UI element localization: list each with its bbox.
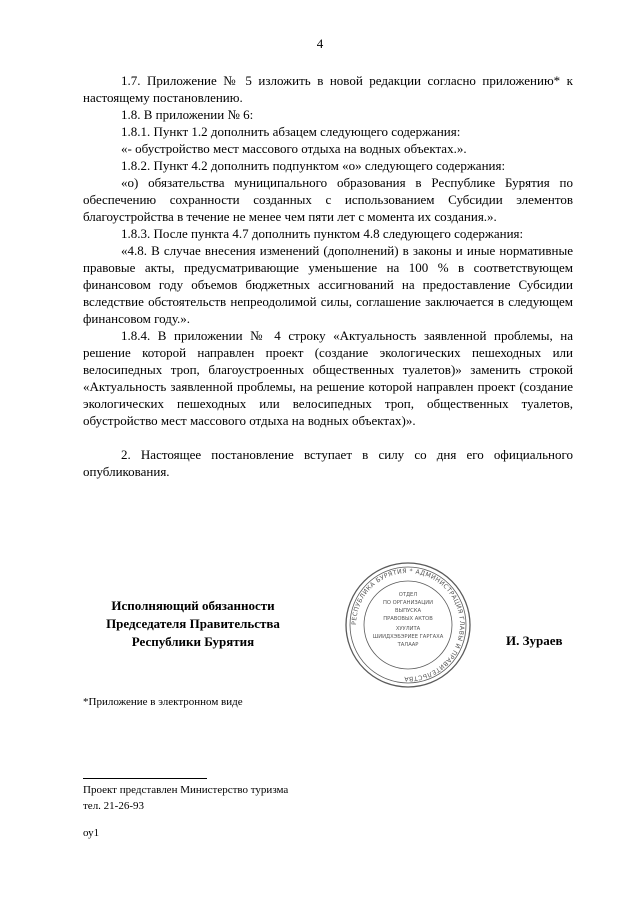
- paragraph-1-8: 1.8. В приложении № 6:: [121, 107, 254, 122]
- signatory-title-line: Председателя Правительства: [106, 616, 280, 631]
- paragraph-1-8-2: 1.8.2. Пункт 4.2 дополнить подпунктом «о» следующего содержания:: [121, 158, 506, 173]
- paragraph-1-7: 1.7. Приложение № 5 изложить в новой редакции согласно приложению* к настоящему постановлению.: [83, 73, 573, 105]
- footer-prepared-by: Проект представлен Министерство туризма: [83, 784, 289, 796]
- signatory-title-line: Исполняющий обязанности: [111, 598, 275, 613]
- paragraph-quote-2: «о) обязательства муниципального образования в Республике Бурятия по обеспечению сохранности созданных с использованием Субсидии элементов благоустройства в течение не менее чем пяти лет с момента их создания.».: [83, 175, 573, 224]
- seal-inner-text: ХУУЛИТА: [395, 626, 421, 632]
- footer-code: оу1: [83, 827, 100, 839]
- seal-outer-text: РЕСПУБЛИКА БУРЯТИЯ * АДМИНИСТРАЦИЯ ГЛАВЫ И ПРАВИТЕЛЬСТВА: [350, 567, 466, 683]
- seal-inner-text: ПРАВОВЫХ АКТОВ: [383, 616, 433, 622]
- seal-inner-text: ТАЛААР: [397, 642, 419, 648]
- seal-inner-text: ВЫПУСКА: [394, 608, 422, 614]
- seal-inner-text: ОТДЕЛ: [398, 592, 418, 598]
- official-seal: [343, 560, 473, 690]
- paragraph-quote-1: «- обустройство мест массового отдыха на водных объектах.».: [121, 141, 467, 156]
- seal-inner-text: ПО ОРГАНИЗАЦИИ: [382, 600, 434, 606]
- paragraph-1-8-3: 1.8.3. После пункта 4.7 дополнить пунктом 4.8 следующего содержания:: [121, 226, 524, 241]
- paragraph-quote-3: «4.8. В случае внесения изменений (дополнений) в законы и иные нормативные правовые акты, предусматривающие уменьшение на 100 % в соответствующем финансовом году объемов бюджетных ассигнований на предоставление Субсидии вследствие обстоятельств непреодолимой силы, соглашение заключается в следующем финансовом году.».: [83, 243, 573, 326]
- paragraph-1-8-1: 1.8.1. Пункт 1.2 дополнить абзацем следующего содержания:: [121, 124, 461, 139]
- signatory-title: [83, 597, 303, 651]
- seal-inner-text: ШИИДХЭБЭРИЕЕ ГАРГАХА: [372, 634, 444, 640]
- document-body: [83, 72, 573, 480]
- paragraph-1-8-4: 1.8.4. В приложении № 4 строку «Актуальность заявленной проблемы, на решение которой направлен проект (создание экологических пешеходных или велосипедных троп, благоустроенных общественных туалетов)» заменить строкой «Актуальность заявленной проблемы, на решение которой направлен проект (создание экологических пешеходных или велосипедных троп, общественных туалетов, обустройство мест массового отдыха на водных объектах)».: [83, 328, 573, 428]
- appendix-note: *Приложение в электронном виде: [83, 696, 243, 708]
- svg-text:РЕСПУБЛИКА БУРЯТИЯ * АДМИНИСТР: [351, 568, 465, 682]
- paragraph-2: 2. Настоящее постановление вступает в силу со дня его официального опубликования.: [83, 447, 573, 479]
- page-number: 4: [316, 36, 324, 51]
- footer-divider: [83, 778, 207, 779]
- signatory-name: И. Зураев: [506, 633, 563, 648]
- footer-phone: тел. 21-26-93: [83, 800, 145, 812]
- signatory-title-line: Республики Бурятия: [131, 634, 255, 649]
